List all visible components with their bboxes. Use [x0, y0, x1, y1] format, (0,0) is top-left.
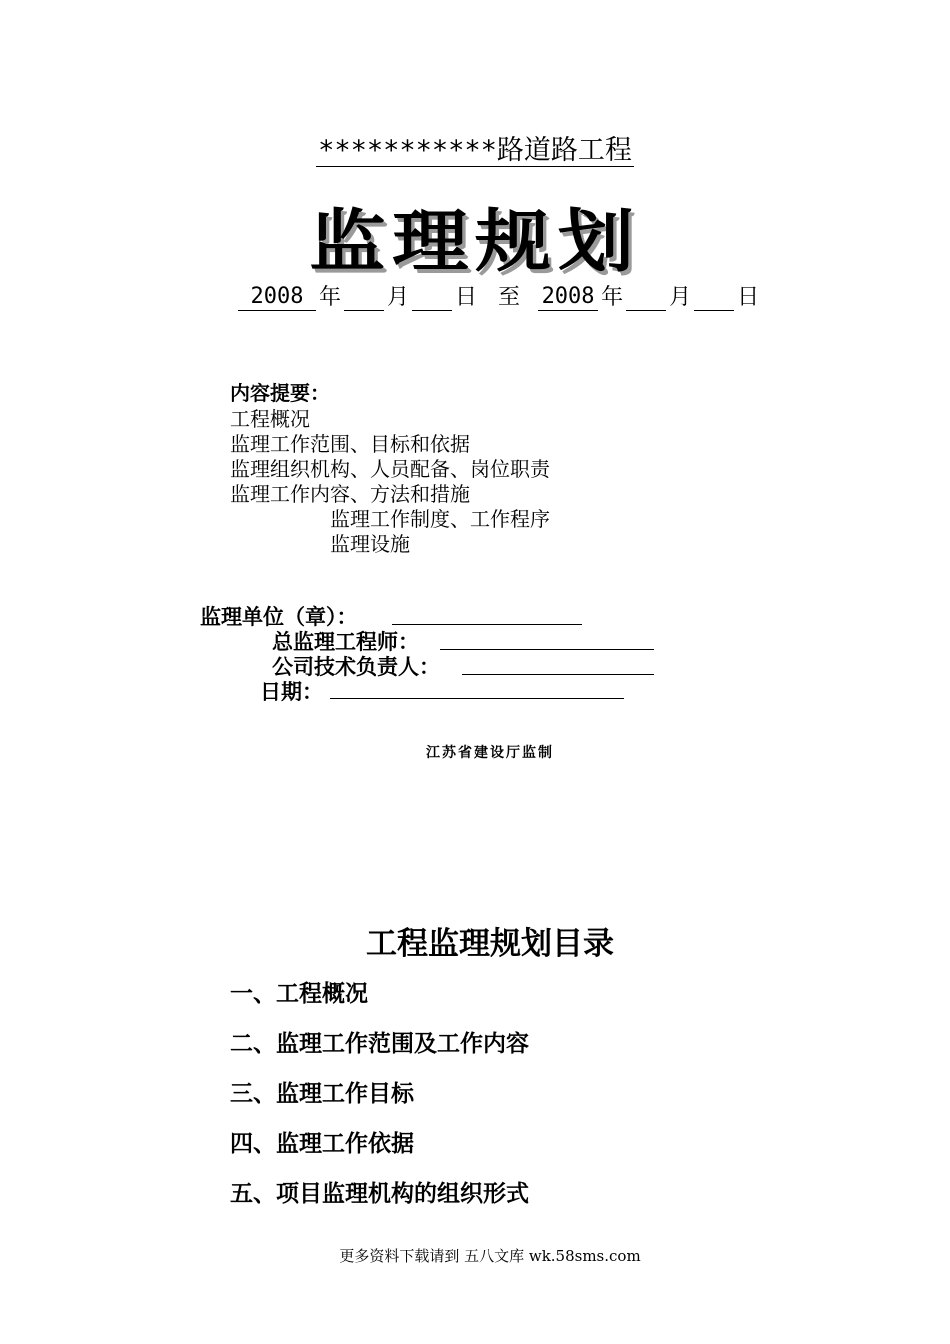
day-char: 日 — [455, 285, 478, 310]
summary-item: 监理工作制度、工作程序 — [330, 507, 550, 531]
to-char: 至 — [498, 285, 521, 310]
start-day-blank — [412, 284, 452, 311]
date-line-blank — [330, 698, 624, 699]
summary-item: 监理工作内容、方法和措施 — [230, 482, 470, 506]
summary-item: 监理设施 — [330, 532, 410, 556]
toc-item: 三、监理工作目标 — [230, 1081, 414, 1107]
supervisor-note: 江苏省建设厅监制 — [426, 745, 554, 761]
chief-engineer-label: 总监理工程师： — [272, 630, 419, 654]
end-month-blank — [626, 284, 666, 311]
end-day-blank — [694, 284, 734, 311]
date-label: 日期： — [260, 680, 323, 704]
year-char: 年 — [319, 285, 342, 310]
supervision-unit-line — [392, 624, 582, 625]
summary-item: 监理工作范围、目标和依据 — [230, 432, 470, 456]
start-year: 2008 — [238, 284, 316, 311]
chief-engineer-line — [440, 649, 654, 650]
year-char: 年 — [601, 285, 624, 310]
project-title: ***********路道路工程 — [318, 135, 632, 166]
main-title: 监理规划 — [309, 203, 641, 282]
start-month-blank — [344, 284, 384, 311]
month-char: 月 — [669, 285, 692, 310]
tech-lead-line — [462, 674, 654, 675]
summary-item: 工程概况 — [230, 407, 310, 431]
toc-item: 二、监理工作范围及工作内容 — [230, 1031, 529, 1057]
date-line — [238, 280, 762, 311]
summary-item: 监理组织机构、人员配备、岗位职责 — [230, 457, 550, 481]
day-char: 日 — [737, 285, 760, 310]
supervision-unit-label: 监理单位（章）： — [200, 605, 358, 629]
toc-item: 五、项目监理机构的组织形式 — [230, 1181, 529, 1207]
summary-heading: 内容提要： — [230, 381, 330, 405]
toc-item: 一、工程概况 — [230, 981, 368, 1007]
toc-title: 工程监理规划目录 — [366, 926, 614, 962]
toc-item: 四、监理工作依据 — [230, 1131, 414, 1157]
tech-lead-label: 公司技术负责人： — [272, 655, 440, 679]
footer-note: 更多资料下载请到 五八文库 wk.58sms.com — [339, 1247, 641, 1265]
month-char: 月 — [387, 285, 410, 310]
end-year: 2008 — [538, 284, 598, 311]
